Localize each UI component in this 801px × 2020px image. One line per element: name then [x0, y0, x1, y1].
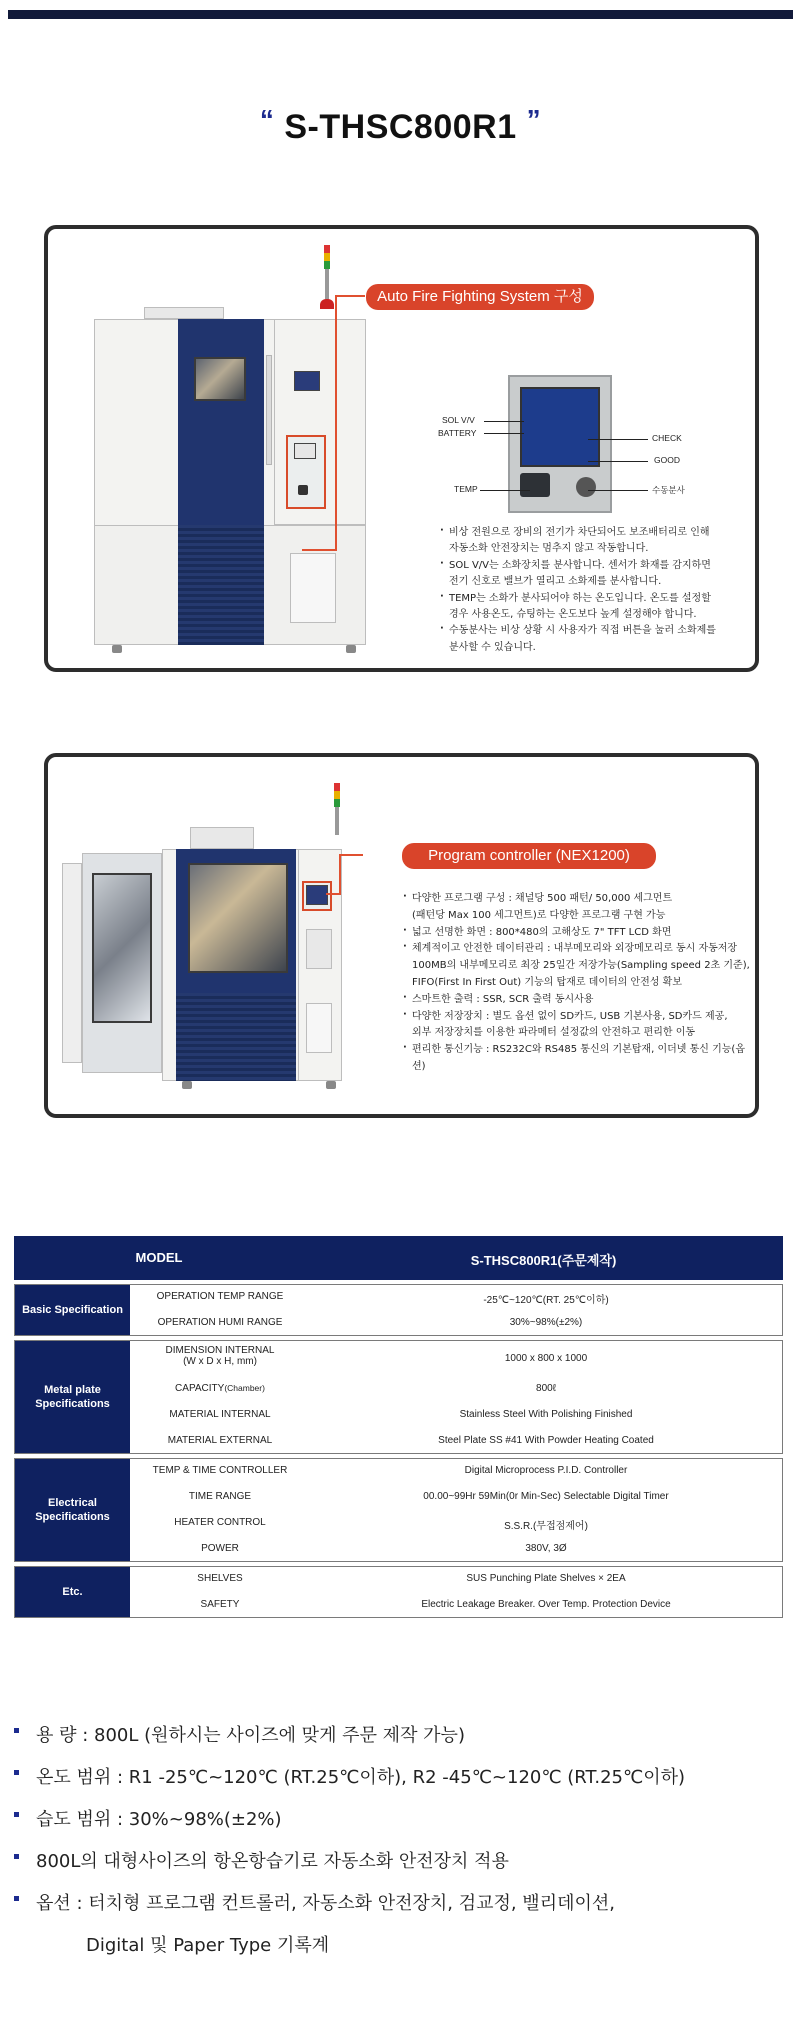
note-line: FIFO(First In First Out) 기능의 탑재로 데이터의 안전성 확보 — [412, 976, 682, 988]
group-label: Electrical Specifications — [15, 1459, 130, 1561]
group-label: Etc. — [15, 1567, 130, 1617]
chamber-open-image — [62, 783, 352, 1093]
note-line: · 비상 전원으로 장비의 전기가 차단되어도 보조배터리로 인해 — [440, 525, 750, 541]
fire-fighting-panel — [44, 225, 759, 672]
header-model: MODEL — [135, 1250, 183, 1265]
bullet-icon — [14, 1812, 19, 1817]
group-label: Basic Specification — [15, 1285, 130, 1335]
spec-group-basic: Basic Specification OPERATION TEMP RANGE -25℃~120℃(RT. 25℃이하) OPERATION HUMI RANGE 30%~98%(±2%) — [14, 1284, 783, 1336]
note-line: 100MB의 내부메모리로 최장 25일간 저장가능(Sampling speed 2초 기준), — [412, 960, 750, 972]
note-line: 경우 사용온도, 슈팅하는 온도보다 높게 설정해야 합니다. — [449, 609, 697, 621]
fire-fighting-notes — [440, 525, 750, 656]
spec-group-metal: Metal plate Specifications DIMENSION INTERNAL (W x D x H, mm) 1000 x 800 x 1000 CAPACITY(Chamber) 800ℓ MATERIAL INTERNAL Stainless Steel With Polishing Finished MATERIAL EXTERNAL Steel Plate SS #41 With Powder Heating Coated — [14, 1340, 783, 1454]
label-battery: BATTERY — [438, 428, 477, 438]
note-line: 분사할 수 있습니다. — [449, 641, 536, 653]
note-line: · 수동분사는 비상 상황 시 사용자가 직접 버튼을 눌러 소화제를 — [440, 623, 750, 639]
spec-table-header — [14, 1236, 783, 1280]
top-bar — [8, 10, 793, 19]
program-controller-badge: Program controller (NEX1200) — [402, 843, 656, 869]
program-controller-panel — [44, 753, 759, 1118]
note-line: · 체계적이고 안전한 데이터관리 : 내부메모리와 외장메모리로 동시 자동저장 — [403, 941, 753, 958]
title-text: S-THSC800R1 — [284, 108, 517, 146]
group-label: Metal plate Specifications — [15, 1341, 130, 1453]
note-line: · 다양한 저장장치 : 별도 옵션 없이 SD카드, USB 기본사용, SD카드 제공, — [403, 1009, 753, 1026]
note-line: 전기 신호로 밸브가 열리고 소화제를 분사합니다. — [449, 576, 662, 588]
label-check: CHECK — [652, 433, 682, 443]
label-solvv: SOL V/V — [442, 415, 475, 425]
page-title — [0, 104, 801, 147]
note-line: 외부 저장장치를 이용한 파라메터 설정값의 안전하고 편리한 이동 — [412, 1027, 696, 1039]
spec-group-etc: Etc. SHELVES SUS Punching Plate Shelves × 2EA SAFETY Electric Leakage Breaker. Over Temp. Protection Device — [14, 1566, 783, 1618]
note-line: · SOL V/V는 소화장치를 분사합니다. 센서가 화재를 감지하면 — [440, 558, 750, 574]
note-line: (패턴당 Max 100 세그먼트)로 다양한 프로그램 구현 가능 — [412, 909, 666, 921]
note-line: · 다양한 프로그램 구성 : 채널당 500 패턴/ 50,000 세그먼트 — [403, 891, 753, 908]
label-temp: TEMP — [454, 484, 478, 494]
note-line: · 넓고 선명한 화면 : 800*480의 고해상도 7" TFT LCD 화면 — [403, 925, 753, 942]
note-line: 자동소화 안전장치는 멈추지 않고 작동합니다. — [449, 543, 649, 555]
list-item-continuation: Digital 및 Paper Type 기록계 — [86, 1935, 330, 1956]
spec-group-electrical: Electrical Specifications TEMP & TIME CONTROLLER Digital Microprocess P.I.D. Controller TIME RANGE 00.00~99Hr 59Min(0r Min-Sec) Selectable Digital Timer HEATER CONTROL S.S.R.(무접점제어) POWER 380V, 3Ø — [14, 1458, 783, 1562]
fire-control-panel-image — [508, 375, 612, 513]
note-line: · 스마트한 출력 : SSR, SCR 출력 동시사용 — [403, 992, 753, 1009]
note-line: · TEMP는 소화가 분사되어야 하는 온도입니다. 온도를 설정할 — [440, 591, 750, 607]
title-open-mark: “ — [259, 104, 275, 135]
label-manual: 수동분사 — [652, 485, 685, 495]
bullet-icon — [14, 1728, 19, 1733]
header-model-value: S-THSC800R1(주문제작) — [470, 1253, 617, 1268]
title-close-mark: ” — [526, 104, 542, 135]
program-controller-notes — [403, 891, 753, 1076]
bullet-icon — [14, 1896, 19, 1901]
chamber-image — [76, 245, 386, 655]
bullet-icon — [14, 1770, 19, 1775]
fire-fighting-badge: Auto Fire Fighting System 구성 — [366, 284, 594, 310]
bullet-icon — [14, 1854, 19, 1859]
note-line: · 편리한 통신기능 : RS232C와 RS485 통신의 기본탑재, 이더넷 통신 기능(옵션) — [403, 1042, 753, 1076]
label-good: GOOD — [654, 455, 680, 465]
